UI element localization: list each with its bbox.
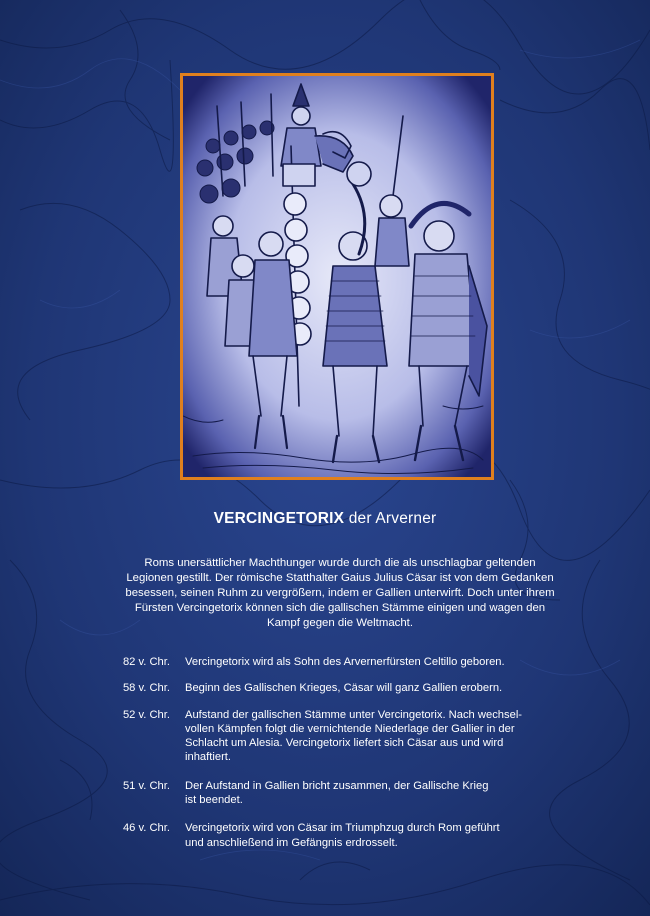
intro-line: Kampf gegen die Weltmacht. — [266, 617, 414, 629]
timeline — [108, 655, 568, 850]
roman-legion-marching-illustration — [183, 76, 491, 477]
title-suffix: der Arverner — [348, 510, 437, 527]
timeline-text — [185, 655, 568, 669]
timeline-line: Aufstand der gallischen Stämme unter Vercingetorix. Nach wechsel- — [185, 708, 523, 721]
timeline-text — [185, 779, 568, 808]
timeline-line: Vercingetorix wird von Cäsar im Triumphzug durch Rom geführt — [185, 822, 500, 835]
intro-paragraph — [95, 556, 585, 631]
intro-line: besessen, seinen Ruhm zu vergrößern, indem er Gallien unterwirft. Doch unter ihrem — [125, 587, 555, 599]
timeline-text — [185, 681, 568, 695]
timeline-year: 82 v. Chr. — [122, 656, 170, 668]
illustration-frame — [180, 73, 494, 480]
timeline-entry — [108, 681, 568, 695]
timeline-entry — [108, 779, 568, 808]
intro-line: Fürsten Vercingetorix können sich die gallischen Stämme einigen und wagen den — [134, 602, 546, 614]
page-title — [0, 510, 650, 528]
timeline-year: 52 v. Chr. — [122, 708, 170, 721]
timeline-line: Schlacht um Alesia. Vercingetorix liefert sich Cäsar aus und wird — [185, 737, 504, 750]
timeline-year: 46 v. Chr. — [122, 822, 170, 835]
timeline-year: 58 v. Chr. — [122, 682, 170, 695]
title-main: VERCINGETORIX — [213, 510, 345, 527]
timeline-line: vollen Kämpfen folgt die vernichtende Niederlage der Gallier in der — [185, 722, 515, 735]
timeline-line: ist beendet. — [185, 794, 243, 807]
timeline-entry — [108, 708, 568, 765]
timeline-text — [185, 821, 568, 850]
timeline-line: und anschließend im Gefängnis erdrosselt. — [185, 836, 398, 849]
intro-line: Legionen gestillt. Der römische Statthalter Gaius Julius Cäsar ist von dem Gedanken — [126, 572, 554, 584]
timeline-line: inhaftiert. — [185, 751, 232, 764]
timeline-entry — [108, 821, 568, 850]
timeline-text — [185, 708, 568, 765]
timeline-entry — [108, 655, 568, 669]
timeline-line: Beginn des Gallischen Krieges, Cäsar will ganz Gallien erobern. — [185, 682, 503, 695]
timeline-line: Vercingetorix wird als Sohn des Arvernerfürsten Celtillo geboren. — [185, 656, 505, 668]
timeline-year: 51 v. Chr. — [122, 779, 170, 792]
timeline-line: Der Aufstand in Gallien bricht zusammen, der Gallische Krieg — [185, 779, 489, 792]
intro-line: Roms unersättlicher Machthunger wurde durch die als unschlagbar geltenden — [144, 557, 536, 569]
